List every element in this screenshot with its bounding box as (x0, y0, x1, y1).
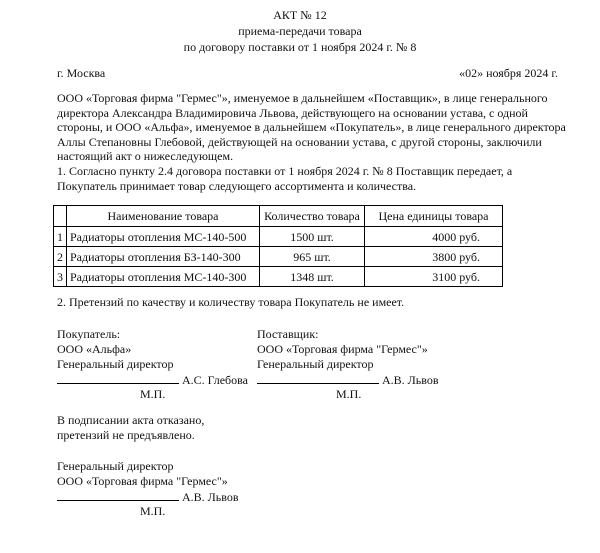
table-row (54, 227, 503, 247)
supplier-org: ООО «Торговая фирма "Гермес"» (257, 342, 428, 356)
product-price: 3800 руб. (365, 247, 503, 267)
product-price: 3100 руб. (365, 267, 503, 287)
final-signer: А.В. Львов (182, 490, 239, 504)
preamble-paragraph: ООО «Торговая фирма "Гермес"», именуемое в дальнейшем «Поставщик», в лице генерального директора Александра Владимировича Львова, действующего на основании устава, с одной стороны, и ООО «Альфа», именуемое в дальнейшем «Покупатель», в лице генерального директора Аллы Степановны Глебовой, действующей на основании устава, с другой стороны, заключили настоящий акт о нижеследующем. (57, 91, 566, 163)
signature-underline (257, 372, 379, 384)
supplier-signer: А.В. Львов (382, 373, 439, 387)
col-header-index (54, 206, 67, 227)
table-row (54, 267, 503, 287)
product-name: Радиаторы отопления БЗ-140-300 (67, 247, 260, 267)
buyer-org: ООО «Альфа» (57, 342, 132, 356)
final-org: ООО «Торговая фирма "Гермес"» (57, 474, 228, 488)
clause-2: 2. Претензий по качеству и количеству товара Покупатель не имеет. (57, 295, 405, 309)
act-title: АКТ № 12 (273, 8, 327, 22)
contract-reference: по договору поставки от 1 ноября 2024 г. № 8 (183, 40, 417, 54)
col-header-price: Цена единицы товара (365, 206, 503, 227)
buyer-label: Покупатель: (57, 327, 121, 341)
clause-1: 1. Согласно пункту 2.4 договора поставки от 1 ноября 2024 г. № 8 Поставщик передает, а Покупатель принимает товар следующего ассортимента и количества. (57, 164, 513, 193)
buyer-signature-line (57, 372, 248, 387)
supplier-label: Поставщик: (257, 327, 319, 341)
goods-table (53, 205, 503, 287)
product-quantity: 1500 шт. (260, 227, 365, 247)
product-name: Радиаторы отопления МС-140-300 (67, 267, 260, 287)
product-quantity: 1348 шт. (260, 267, 365, 287)
refusal-line-2: претензий не предъявлено. (57, 428, 195, 442)
signature-underline (57, 372, 179, 384)
table-row (54, 247, 503, 267)
signature-underline (57, 489, 179, 501)
buyer-signer: А.С. Глебова (182, 373, 248, 387)
row-index: 2 (54, 247, 67, 267)
product-name: Радиаторы отопления МС-140-500 (67, 227, 260, 247)
row-index: 1 (54, 227, 67, 247)
col-header-quantity: Количество товара (260, 206, 365, 227)
act-date: «02» ноября 2024 г. (459, 66, 558, 80)
product-quantity: 965 шт. (260, 247, 365, 267)
supplier-signature-line (257, 372, 439, 387)
table-header-row (54, 206, 503, 227)
final-position: Генеральный директор (57, 459, 174, 473)
supplier-seal: М.П. (336, 387, 362, 401)
row-index: 3 (54, 267, 67, 287)
place-city: г. Москва (57, 66, 106, 80)
final-signature-line (57, 489, 239, 504)
product-price: 4000 руб. (365, 227, 503, 247)
act-subtitle: приема-передачи товара (238, 24, 362, 38)
buyer-position: Генеральный директор (57, 357, 174, 371)
col-header-name: Наименование товара (67, 206, 260, 227)
refusal-line-1: В подписании акта отказано, (57, 413, 205, 427)
buyer-seal: М.П. (140, 387, 166, 401)
final-seal: М.П. (140, 504, 166, 518)
supplier-position: Генеральный директор (257, 357, 374, 371)
